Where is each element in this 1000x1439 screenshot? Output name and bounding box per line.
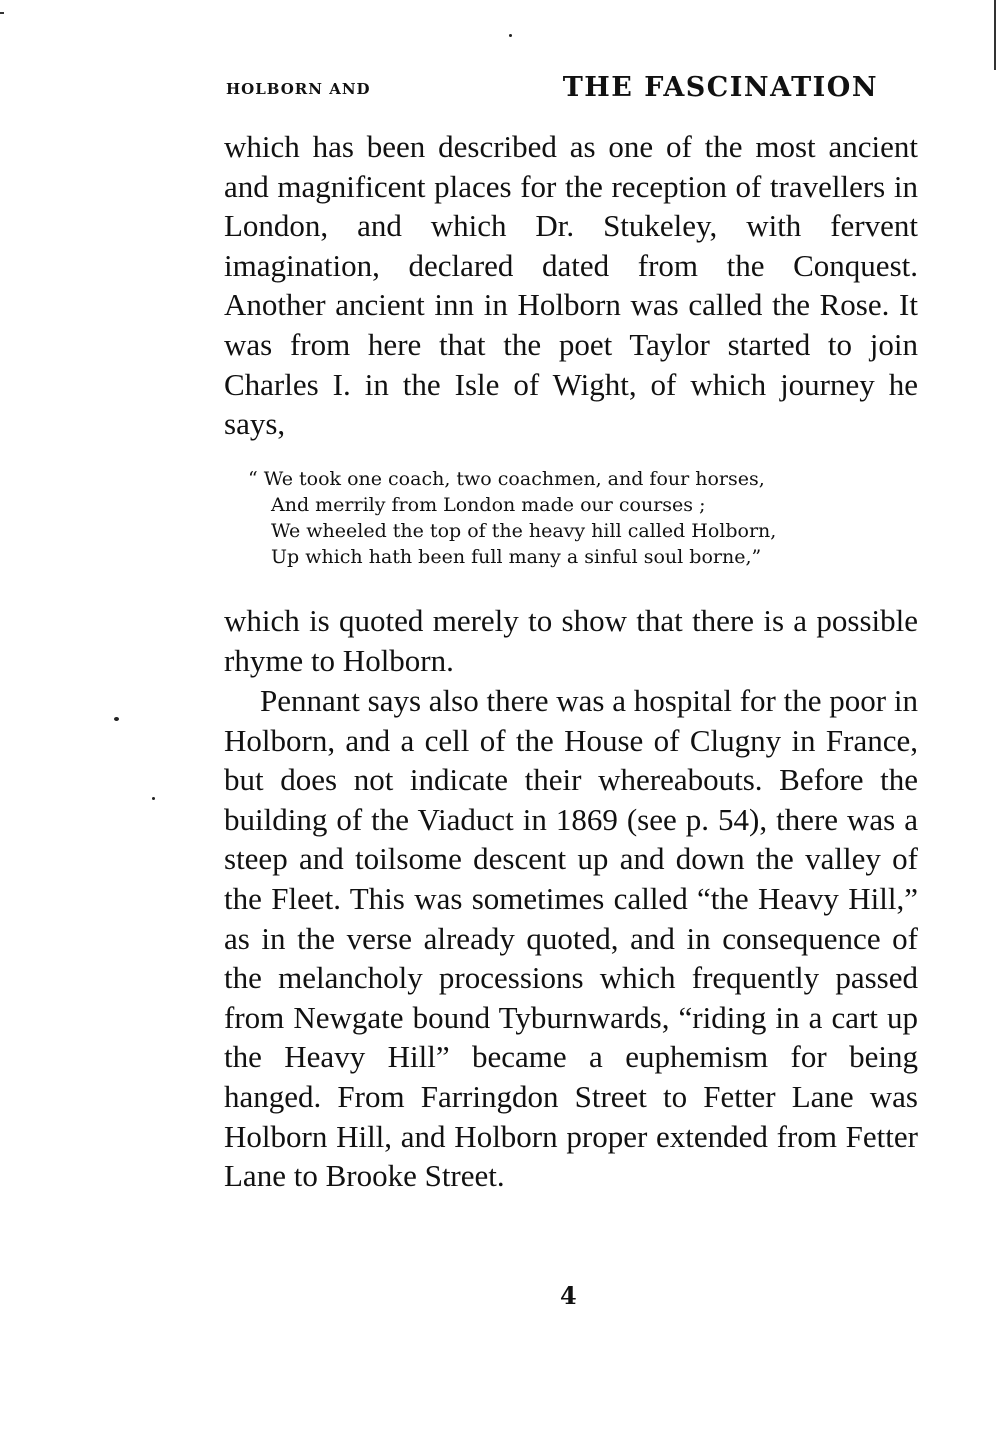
- scan-edge-mark: [994, 0, 996, 70]
- verse-line-4: Up which hath been full many a sinful soul borne,”: [271, 546, 762, 568]
- scan-speck: [509, 34, 512, 37]
- verse-quotation: [248, 466, 898, 570]
- scan-speck: [114, 717, 119, 721]
- running-head-left: HOLBORN AND: [226, 80, 371, 98]
- paragraph-text: Pennant says also there was a hospital for the poor in Holborn, and a cell of the House of Clugny in France, but does not indicate their whereabouts. Before the building of the Viaduct in 1869 (see p. 54), there was a steep and toilsome descent up and down the valley of the Fleet. This was sometimes called “the Heavy Hill,” as in the verse already quoted, and in consequence of the melancholy processions which frequently passed from Newgate bound Tyburnwards, “riding in a cart up the Heavy Hill” became a euphemism for being hanged. From Farringdon Street to Fetter Lane was Holborn Hill, and Holborn proper extended from Fetter Lane to Brooke Street.: [224, 683, 918, 1194]
- scan-edge-mark: [0, 12, 4, 14]
- paragraph-2: [224, 601, 918, 680]
- scan-speck: [152, 797, 155, 800]
- paragraph-text: which has been described as one of the most ancient and magnificent places for the reception of travellers in London, and which Dr. Stukeley, with fervent imagination, declared dated from the Conquest. Another ancient inn in Holborn was called the Rose. It was from here that the poet Taylor started to join Charles I. in the Isle of Wight, of which journey he says,: [224, 129, 918, 442]
- paragraph-text: which is quoted merely to show that there is a possible rhyme to Holborn.: [224, 603, 918, 678]
- verse-line-2: And merrily from London made our courses ;: [271, 494, 706, 516]
- running-head: [226, 70, 920, 110]
- page-number: 4: [560, 1281, 577, 1310]
- paragraph-1: [224, 127, 918, 444]
- paragraph-3: [224, 681, 918, 1196]
- verse-line-3: We wheeled the top of the heavy hill called Holborn,: [271, 520, 777, 542]
- running-head-title: THE FASCINATION: [562, 72, 878, 103]
- verse-line-1: “ We took one coach, two coachmen, and four horses,: [248, 468, 765, 490]
